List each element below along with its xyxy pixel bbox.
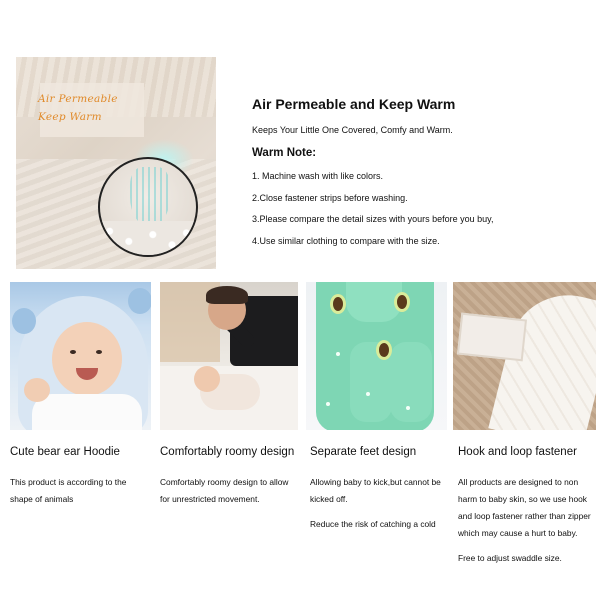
baby-eye: [70, 350, 76, 354]
feature-text: kicked off.: [310, 494, 348, 504]
bear-ear: [12, 308, 36, 334]
warm-note-item: 3.Please compare the detail sizes with yours before you buy,: [252, 214, 494, 224]
avocado-print: [394, 292, 410, 312]
feature-text: harm to baby skin, so we use hook: [458, 494, 587, 504]
hero-fabric-image: [16, 57, 216, 269]
feature-text: Reduce the risk of catching a cold: [310, 519, 436, 529]
feature-text: for unrestricted movement.: [160, 494, 260, 504]
feature-title: Comfortably roomy design: [160, 446, 295, 458]
baby-body: [32, 394, 142, 430]
print-dot: [336, 352, 340, 356]
air-streaks: [130, 167, 170, 227]
bag-leg: [390, 342, 432, 422]
avocado-print: [330, 294, 346, 314]
warm-note-item: 2.Close fastener strips before washing.: [252, 193, 408, 203]
feature-text: which may cause a hurt to baby.: [458, 528, 578, 538]
photo-hook-loop: [453, 282, 596, 430]
photo-roomy-design: [160, 282, 298, 430]
feature-text: Comfortably roomy design to allow: [160, 477, 289, 487]
info-subtitle: Keeps Your Little One Covered, Comfy and Warm.: [252, 125, 453, 135]
feature-text: All products are designed to non: [458, 477, 579, 487]
feature-text: This product is according to the: [10, 477, 127, 487]
bear-ear: [128, 288, 151, 314]
photo-separate-feet: [306, 282, 447, 430]
overlay-text-keep-warm: Keep Warm: [38, 111, 102, 123]
baby-face: [52, 322, 122, 396]
warm-note-item: 1. Machine wash with like colors.: [252, 171, 384, 181]
feature-title: Cute bear ear Hoodie: [10, 446, 120, 458]
warm-note-item: 4.Use similar clothing to compare with the size.: [252, 236, 440, 246]
avocado-print: [376, 340, 392, 360]
warm-note-title: Warm Note:: [252, 147, 317, 159]
hook-loop-patch: [457, 313, 527, 362]
overlay-text-air-permeable: Air Permeable: [38, 93, 118, 105]
baby-hand: [24, 378, 50, 402]
print-dot: [326, 402, 330, 406]
adult-hair: [206, 286, 248, 304]
info-title: Air Permeable and Keep Warm: [252, 96, 456, 112]
overlay-label-box: [40, 83, 144, 137]
zoom-circle: [98, 157, 198, 257]
feature-text: Free to adjust swaddle size.: [458, 553, 562, 563]
feature-title: Separate feet design: [310, 446, 417, 458]
photo-bear-hoodie: [10, 282, 151, 430]
info-block: [252, 96, 592, 246]
baby-head: [194, 366, 220, 392]
print-dot: [366, 392, 370, 396]
feature-text: and loop fastener rather than zipper: [458, 511, 591, 521]
cotton-filling: [100, 221, 196, 255]
print-dot: [406, 406, 410, 410]
feature-text: Allowing baby to kick,but cannot be: [310, 477, 441, 487]
feature-title: Hook and loop fastener: [458, 446, 577, 458]
feature-text: shape of animals: [10, 494, 74, 504]
baby-eye: [96, 350, 102, 354]
